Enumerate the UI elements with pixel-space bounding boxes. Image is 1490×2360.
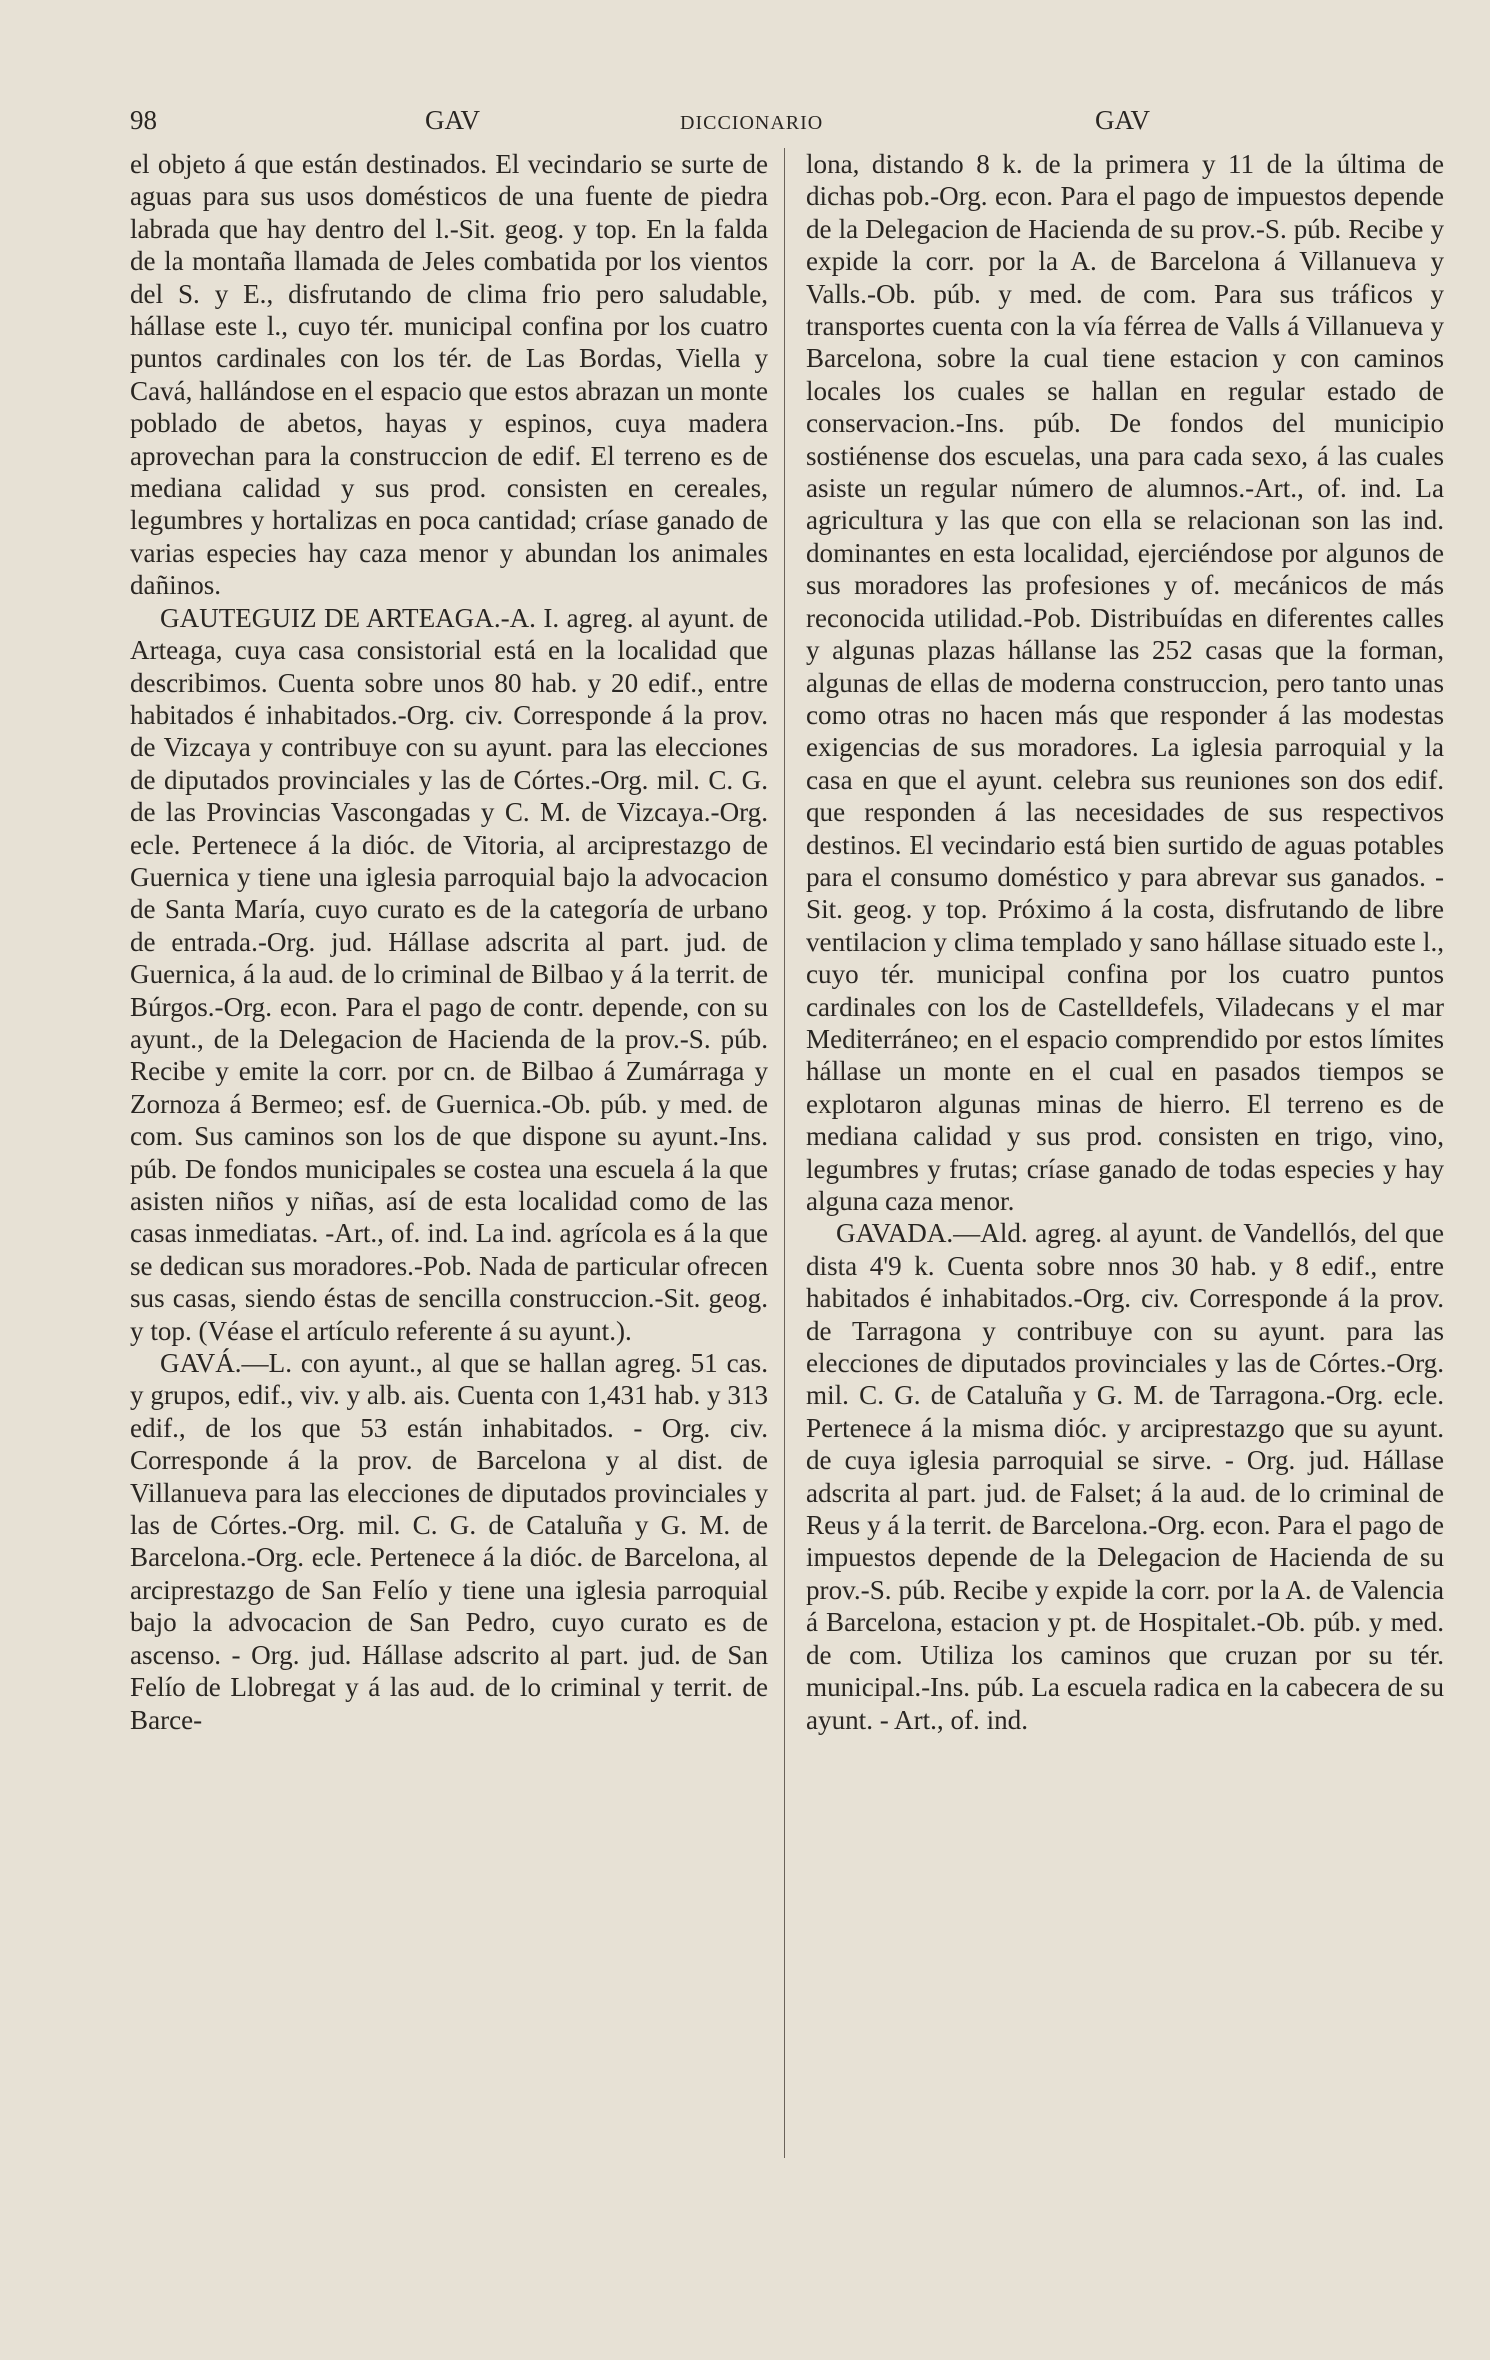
page-number: 98 [130, 105, 157, 135]
running-header [130, 105, 1445, 145]
column-divider [784, 148, 785, 2158]
header-left-keyword: GAV [425, 105, 481, 135]
entry-gavada: GAVADA.—Ald. agreg. al ayunt. de Vandellós, del que dista 4'9 k. Cuenta sobre nnos 30 hab. y 8 edif., entre habitados é inhabitados.-Org. civ. Corresponde á la prov. de Tarragona y contribuye con su ayunt. para las elecciones de diputados provinciales y las de Córtes.-Org. mil. C. G. de Cataluña y G. M. de Tarragona.-Org. ecle. Pertenece á la misma dióc. y arciprestazgo que su ayunt. de cuya iglesia parroquial se sirve. - Org. jud. Hállase adscrita al part. jud. de Falset; á la aud. de lo criminal de Reus y á la territ. de Barcelona.-Org. econ. Para el pago de impuestos depende de la Delegacion de Hacienda de su prov.-S. púb. Recibe y expide la corr. por la A. de Valencia á Barcelona, estacion y pt. de Hospitalet.-Ob. púb. y med. de com. Utiliza los caminos que cruzan por su tér. municipal.-Ins. púb. La escuela radica en la cabecera de su ayunt. - Art., of. ind. [806, 1218, 1444, 1735]
paragraph-continuation: el objeto á que están destinados. El vecindario se surte de aguas para sus usos domésticos de una fuente de piedra labrada que hay dentro del l.-Sit. geog. y top. En la falda de la montaña llamada de Jeles combatida por los vientos del S. y E., disfrutando de clima frio pero saludable, hállase este l., cuyo tér. municipal confina por los cuatro puntos cardinales con los tér. de Las Bordas, Viella y Cavá, hallándose en el espacio que estos abrazan un monte poblado de abetos, hayas y espinos, cuya madera aprovechan para la construccion de edif. El terreno es de mediana calidad y sus prod. consisten en cereales, legumbres y hortalizas en poca cantidad; críase ganado de varias especies hay caza menor y abundan los animales dañinos. [130, 149, 768, 601]
entry-gauteguiz-de-arteaga: GAUTEGUIZ DE ARTEAGA.-A. I. agreg. al ayunt. de Arteaga, cuya casa consistorial está en la localidad que describimos. Cuenta sobre unos 80 hab. y 20 edif., entre habitados é inhabitados.-Org. civ. Corresponde á la prov. de Vizcaya y contribuye con su ayunt. para las elecciones de diputados provinciales y las de Córtes.-Org. mil. C. G. de las Provincias Vascongadas y C. M. de Vizcaya.-Org. ecle. Pertenece á la dióc. de Vitoria, al arciprestazgo de Guernica y tiene una iglesia parroquial bajo la advocacion de Santa María, cuyo curato es de la categoría de urbano de entrada.-Org. jud. Hállase adscrita al part. jud. de Guernica, á la aud. de lo criminal de Bilbao y á la territ. de Búrgos.-Org. econ. Para el pago de contr. depende, con su ayunt., de la Delegacion de Hacienda de la prov.-S. púb. Recibe y emite la corr. por cn. de Bilbao á Zumárraga y Zornoza á Bermeo; esf. de Guernica.-Ob. púb. y med. de com. Sus caminos son los de que dispone su ayunt.-Ins. púb. De fondos municipales se costea una escuela á la que asisten niños y niñas, así de esta localidad como de las casas inmediatas. -Art., of. ind. La ind. agrícola es á la que se dedican sus moradores.-Pob. Nada de particular ofrecen sus casas, siendo éstas de sencilla construccion.-Sit. geog. y top. (Véase el artículo referente á su ayunt.). [130, 602, 768, 1346]
paragraph-continuation-gava: lona, distando 8 k. de la primera y 11 de la última de dichas pob.-Org. econ. Para el pago de impuestos depende de la Delegacion de Hacienda de su prov.-S. púb. Recibe y expide la corr. por la A. de Barcelona á Villanueva y Valls.-Ob. púb. y med. de com. Para sus tráficos y transportes cuenta con la vía férrea de Valls á Villanueva y Barcelona, sobre la cual tiene estacion y con caminos locales los cuales se hallan en regular estado de conservacion.-Ins. púb. De fondos del municipio sostiénense dos escuelas, una para cada sexo, á las cuales asiste un regular número de alumnos.-Art., of. ind. La agricultura y las que con ella se relacionan son las ind. dominantes en esta localidad, ejerciéndose por algunos de sus moradores las profesiones y of. mecánicos de más reconocida utilidad.-Pob. Distribuídas en diferentes calles y algunas plazas hállanse las 252 casas que la forman, algunas de ellas de moderna construccion, pero tanto unas como otras no hacen más que responder á las modestas exigencias de sus moradores. La iglesia parroquial y la casa en que el ayunt. celebra sus reuniones son dos edif. que responden á las necesidades de sus respectivos destinos. El vecindario está bien surtido de aguas potables para el consumo doméstico y para abrevar sus ganados. - Sit. geog. y top. Próximo á la costa, disfrutando de libre ventilacion y clima templado y sano hállase situado este l., cuyo tér. municipal confina por los cuatro puntos cardinales con los de Castelldefels, Viladecans y el mar Mediterráneo; en el espacio comprendido por estos límites hállase un monte en el cual en pasados tiempos se explotaron algunas minas de hierro. El terreno es de mediana calidad y sus prod. consisten en trigo, vino, legumbres y frutas; críase ganado de todas especies y hay alguna caza menor. [806, 149, 1444, 1216]
right-column [806, 148, 1444, 1736]
entry-gava: GAVÁ.—L. con ayunt., al que se hallan agreg. 51 cas. y grupos, edif., viv. y alb. ais. Cuenta con 1,431 hab. y 313 edif., de los que 53 están inhabitados. - Org. civ. Corresponde á la prov. de Barcelona y al dist. de Villanueva para las elecciones de diputados provinciales y las de Córtes.-Org. mil. C. G. de Cataluña y G. M. de Barcelona.-Org. ecle. Pertenece á la dióc. de Barcelona, al arciprestazgo de San Felío y tiene una iglesia parroquial bajo la advocacion de San Pedro, cuyo curato es de ascenso. - Org. jud. Hállase adscrito al part. jud. de San Felío de Llobregat y á las aud. de lo criminal y territ. de Barce- [130, 1348, 768, 1735]
left-column [130, 148, 768, 1736]
header-right-keyword: GAV [1095, 105, 1151, 135]
header-title: DICCIONARIO [680, 112, 824, 134]
